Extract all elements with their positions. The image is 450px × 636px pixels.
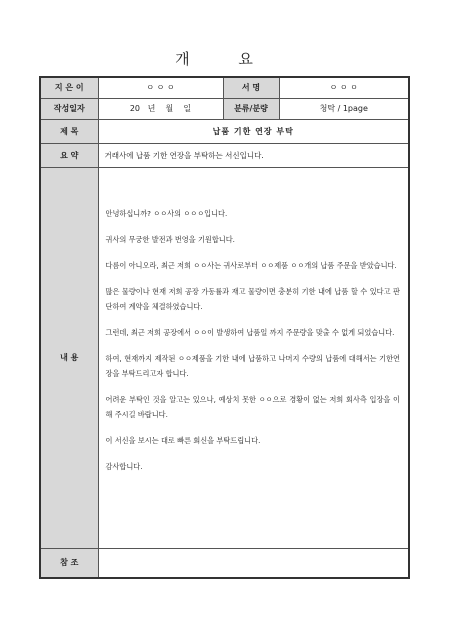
signature-value: ㅇ ㅇ ㅇ [279,77,409,98]
category-label: 분류/분량 [223,98,279,119]
letter-paragraph: 어려운 부탁인 것을 알고는 있으나, 예상치 못한 ㅇㅇ으로 경황이 없는 저희 회사측 입장을 이해 주시길 바랍니다. [105,394,400,419]
letter-paragraph: 그런데, 최근 저희 공장에서 ㅇㅇ이 발생하여 납품일 까지 주문량을 맞출 수 없게 되었습니다. [105,327,395,337]
subject-value: 납품 기한 연장 부탁 [98,119,409,143]
submitter-label: 지 은 이 [40,77,98,98]
row-date [40,98,409,119]
row-author [40,77,409,98]
content-label: 내 용 [40,167,98,548]
date-value: 20 년 월 일 [98,98,223,119]
row-content [40,167,409,548]
reference-label: 참 조 [40,548,98,578]
letter-paragraph: 다름이 아니오라, 최근 저희 ㅇㅇ사는 귀사로부터 ㅇㅇ제품 ㅇㅇ개의 납품 주문을 받았습니다. [105,260,397,270]
letter-paragraph: 귀사의 무궁한 발전과 번영을 기원합니다. [105,234,235,244]
summary-label: 요 약 [40,143,98,167]
reference-value [98,548,409,578]
letter-paragraph: 안녕하십니까? ㅇㅇ사의 ㅇㅇㅇ입니다. [105,208,228,218]
row-reference [40,548,409,578]
document-form-table [39,76,410,579]
submitter-value: ㅇ ㅇ ㅇ [98,77,223,98]
summary-value: 거래사에 납품 기한 연장을 부탁하는 서신입니다. [98,143,409,167]
row-subject [40,119,409,143]
row-summary [40,143,409,167]
letter-paragraph: 많은 물량이나 현재 저희 공장 가동률과 재고 물량이면 충분히 기한 내에 납품 할 수 있다고 판단하여 계약을 체결하였습니다. [105,286,400,311]
category-value: 청탁 / 1page [279,98,409,119]
subject-label: 제 목 [40,119,98,143]
letter-paragraph: 이 서신을 보시는 대로 빠른 회신을 부탁드립니다. [105,435,261,445]
page-title: 개 요 [175,50,275,68]
letter-body [98,167,409,548]
letter-paragraph: 감사합니다. [105,461,143,471]
date-label: 작성일자 [40,98,98,119]
letter-paragraph: 하여, 현재까지 제작된 ㅇㅇ제품을 기한 내에 납품하고 나머지 수량의 납품에 대해서는 기한연장을 부탁드리고자 합니다. [105,353,400,378]
signature-label: 서 명 [223,77,279,98]
